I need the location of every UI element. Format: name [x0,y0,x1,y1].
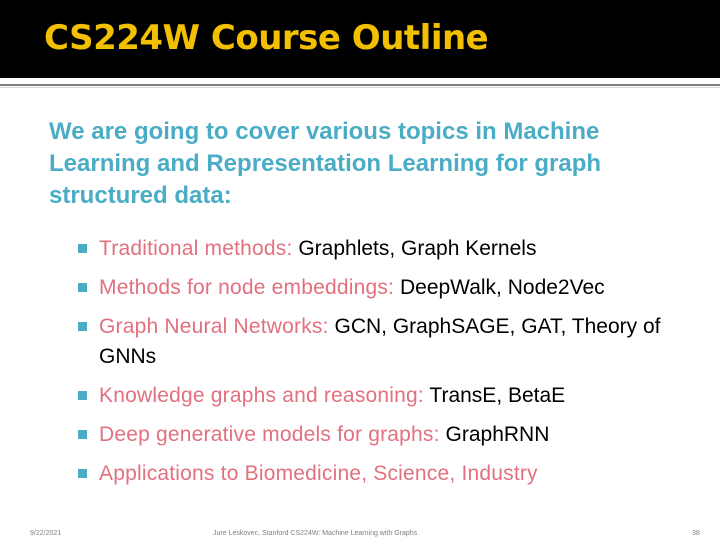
topic-examples: DeepWalk, Node2Vec [399,276,605,299]
topic-list-item [78,234,718,264]
title-bar [0,0,720,78]
square-bullet-icon [78,391,87,400]
topic-list-item [78,420,718,450]
footer-credit: Jure Leskovec, Stanford CS224W: Machine Learning with Graphs [213,530,418,537]
topic-examples: Graphlets, Graph Kernels [298,237,537,260]
square-bullet-icon [78,322,87,331]
topic-label: Applications to Biomedicine, Science, Industry [99,462,538,485]
slide-title: CS224W Course Outline [44,18,489,58]
topic-label: Methods for node embeddings: [99,276,395,299]
topic-examples: TransE, BetaE [429,384,566,407]
square-bullet-icon [78,283,87,292]
intro-paragraph: We are going to cover various topics in Machine Learning and Representation Learning for graph structured data: [49,118,602,209]
square-bullet-icon [78,244,87,253]
square-bullet-icon [78,430,87,439]
topic-examples: GCN, GraphSAGE, GAT, Theory of GNNs [99,315,661,368]
topic-list-item [78,459,718,489]
title-divider-highlight [0,87,720,88]
topic-list-item [78,381,718,411]
topic-list-item [78,273,718,303]
topic-label: Graph Neural Networks: [99,315,329,338]
title-divider [0,84,720,86]
topic-list [78,234,718,498]
square-bullet-icon [78,469,87,478]
topic-label: Traditional methods: [99,237,293,260]
footer-date: 9/22/2021 [30,530,62,537]
topic-examples: GraphRNN [445,423,550,446]
page-number: 38 [692,530,700,537]
topic-label: Deep generative models for graphs: [99,423,440,446]
topic-label: Knowledge graphs and reasoning: [99,384,424,407]
topic-list-item [78,312,718,372]
